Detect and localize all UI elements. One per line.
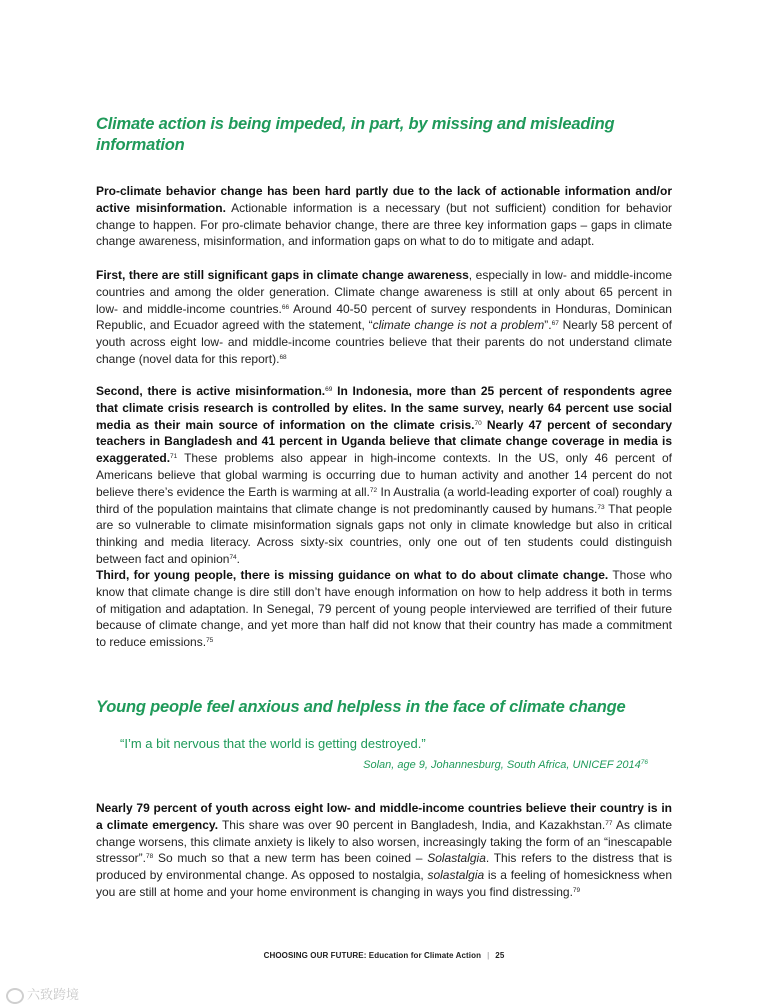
footnote-ref: 78 (146, 853, 154, 861)
paragraph-text: ”. (544, 318, 552, 333)
paragraph-text: . This refers to the distress that is produced by environmental change. As opposed to nostalgia, (96, 851, 673, 883)
paragraph-text: These problems also appear in high-income contexts. In the US, only 46 percent of Americans believe that global warming is occurring due to human activity and another 14 percent do not believe there’s evidence the Earth is warming at all. (96, 451, 672, 499)
paragraph-bold-text: Nearly 47 percent of secondary teachers in Bangladesh and 41 percent in Uganda believe that climate change coverage in media is exaggerated. (96, 417, 672, 466)
quote-attribution (363, 759, 648, 771)
pull-quote: “I’m a bit nervous that the world is getting destroyed.” (120, 736, 426, 751)
paragraph-guidance (96, 567, 672, 651)
footnote-ref: 70 (474, 419, 482, 427)
paragraph-lead: Nearly 79 percent of youth across eight low- and middle-income countries believe their country is in a climate emergency. (96, 801, 672, 832)
footnote-ref: 72 (369, 486, 378, 494)
footnote-ref: 77 (605, 819, 613, 827)
paragraph-lead: Pro-climate behavior change has been hard partly due to the lack of actionable information and/or active misinformation. (96, 184, 672, 215)
paragraph-text: Nearly 58 percent of youth across eight low- and middle-income countries believe that their parents do not understand climate change (novel data for this report). (96, 318, 672, 366)
footnote-ref: 75 (206, 637, 214, 645)
footnote-ref: 79 (572, 886, 581, 894)
footnote-ref: 71 (170, 453, 178, 461)
footnote-ref: 76 (640, 759, 648, 766)
paragraph-misinformation (96, 383, 672, 568)
quoted-statement: climate change is not a problem (372, 318, 545, 333)
paragraph-text: Actionable information is a necessary (but not sufficient) condition for behavior change to happen. For pro-climate behavior change, there are three key information gaps – gaps in climate change awareness, misinformation, and information gaps on what to do to mitigate and adapt. (96, 200, 672, 249)
paragraph-awareness (96, 267, 672, 368)
paragraph-information-gaps (96, 183, 672, 250)
paragraph-lead: First, there are still significant gaps in climate change awareness (96, 268, 469, 282)
watermark (6, 984, 79, 1004)
paragraph-text: Those who know that climate change is dire still don’t have enough information on how to help address it both in terms of mitigation and adaptation. In Senegal, 79 percent of young people interviewed are terrified of their future because of climate change, and yet more than half did not know that their country has made a commitment to reduce emissions. (96, 568, 672, 650)
paragraph-text: As climate change worsens, this climate anxiety is likely to also worsen, increasingly taking the form of an “inescapable stressor”. (96, 817, 672, 866)
page-footer (0, 951, 768, 960)
italic-term: solastalgia (427, 868, 485, 883)
italic-term: Solastalgia (427, 851, 486, 866)
footnote-ref: 67 (551, 320, 559, 328)
paragraph-bold-text: In Indonesia, more than 25 percent of respondents agree that climate crisis research is controlled by elites. In the same survey, nearly 64 percent use social media as their main source of information on the climate crisis. (96, 384, 672, 432)
paragraph-text: This share was over 90 percent in Bangladesh, India, and Kazakhstan. (218, 817, 606, 832)
watermark-text: 六致跨境 (27, 988, 80, 1003)
paragraph-text: So much so that a new term has been coined – (153, 851, 428, 866)
footnote-ref: 66 (281, 303, 290, 311)
footnote-ref: 68 (279, 353, 287, 361)
paragraph-text: , especially in low- and middle-income countries and among the older generation. Climate change awareness is still at only about 65 percent in low- and middle-income countries. (96, 268, 672, 316)
paragraph-text: is a feeling of homesickness when you are still at home and your home environment is changing in ways you find distressing. (96, 868, 672, 899)
section-heading-information: Climate action is being impeded, in part, by missing and misleading information (96, 115, 615, 154)
footnote-ref: 74 (229, 553, 237, 561)
quote-source-text: Solan, age 9, Johannesburg, South Africa, UNICEF 2014 (363, 759, 641, 771)
paragraph-climate-emergency (96, 800, 672, 901)
footer-title-rest: Education for Climate Action (366, 951, 482, 960)
paragraph-text: Around 40-50 percent of survey respondents in Honduras, Dominican Republic, and Ecuador agreed with the statement, “ (96, 301, 672, 333)
footnote-ref: 73 (597, 503, 605, 511)
paragraph-lead: Third, for young people, there is missing guidance on what to do about climate change. (96, 568, 609, 582)
section-heading-anxiety: Young people feel anxious and helpless in the face of climate change (96, 698, 626, 716)
paragraph-text: In Australia (a world-leading exporter of coal) roughly a third of the population maintains that climate change is not predominantly caused by humans. (96, 484, 672, 516)
watermark-logo-icon (6, 988, 24, 1004)
paragraph-lead: Second, there is active misinformation. (96, 384, 326, 398)
footer-title-bold: CHOOSING OUR FUTURE: (263, 951, 367, 960)
paragraph-text: That people are so vulnerable to climate misinformation signals gaps not only in climate knowledge but also in critical thinking and media literacy. Across sixty-six countries, only one out of ten students could distinguish between fact and opinion (96, 501, 672, 566)
paragraph-text: . (236, 551, 241, 566)
page-number: 25 (495, 951, 505, 960)
footnote-ref: 69 (325, 386, 333, 393)
footer-separator: | (487, 951, 490, 960)
